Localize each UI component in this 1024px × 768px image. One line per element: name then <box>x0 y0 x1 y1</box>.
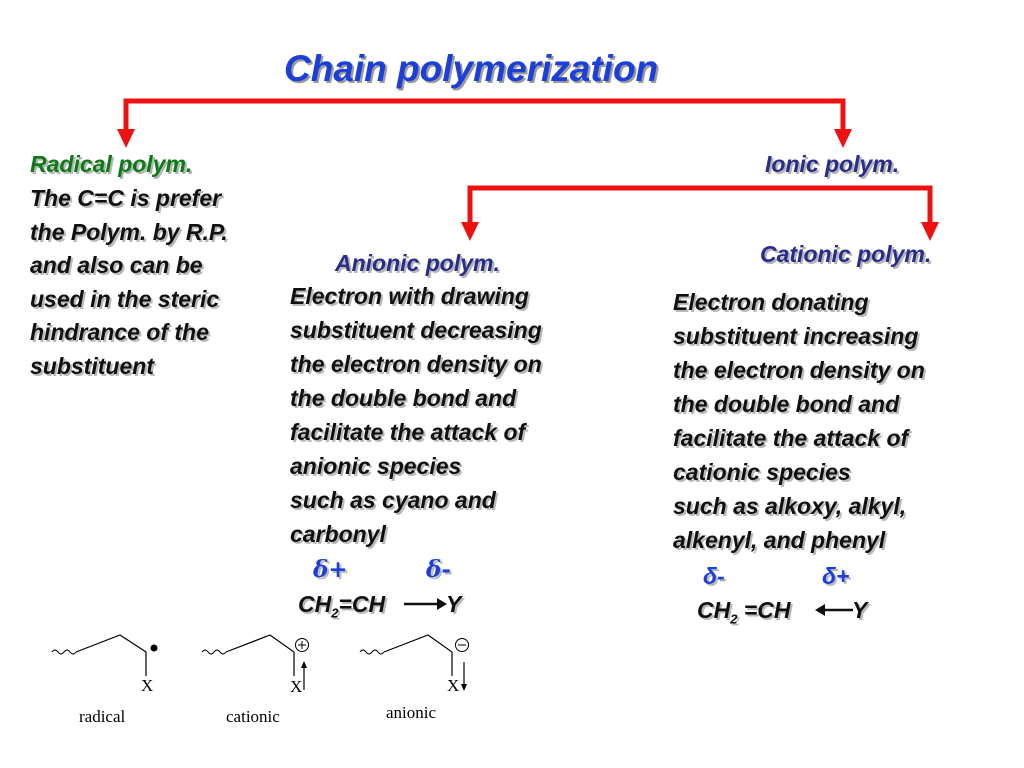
arrow-to-radical <box>117 129 135 148</box>
cationic-line: Electron donating <box>673 289 869 315</box>
anionic-line: such as cyano and <box>290 487 496 513</box>
page-title: Chain polymerization <box>284 48 659 89</box>
anionic-description <box>290 279 542 551</box>
ionic-connector-line <box>470 188 930 224</box>
anionic-polarization-arrow <box>404 594 448 614</box>
cationic-line: cationic species <box>673 459 851 485</box>
radical-line: The C=C is prefer <box>30 185 222 211</box>
anionic-substituent: X <box>447 676 460 695</box>
anionic-delta-minus: δ- <box>426 556 451 583</box>
formula-subscript: 2 <box>730 611 738 627</box>
cationic-delta-plus: δ+ <box>822 563 850 589</box>
radical-label: radical <box>79 707 126 726</box>
arrow-to-cationic <box>921 222 939 241</box>
arrow-to-anionic <box>461 222 479 241</box>
formula-ch: CH <box>298 591 332 617</box>
cationic-line: the double bond and <box>673 391 900 417</box>
radical-line: substituent <box>30 352 154 379</box>
formula-rest: =CH <box>737 597 791 623</box>
cationic-line: facilitate the attack of <box>673 425 909 451</box>
cationic-line: the electron density on <box>673 357 925 383</box>
ionic-polym-heading: Ionic polym. <box>765 151 900 177</box>
anionic-line: facilitate the attack of <box>290 419 526 445</box>
cationic-description <box>673 285 925 557</box>
radical-polym-heading: Radical polym. <box>30 151 193 177</box>
anionic-polym-heading: Anionic polym. <box>335 250 500 276</box>
anionic-label: anionic <box>386 703 437 722</box>
formula-subscript: 2 <box>331 605 339 621</box>
cationic-substituent: X <box>290 677 303 696</box>
radical-line: hindrance of the <box>30 319 209 345</box>
cationic-line: alkenyl, and phenyl <box>673 527 886 553</box>
top-connector-line <box>126 101 843 131</box>
cationic-line: substituent increasing <box>673 323 919 349</box>
radical-dot-icon <box>151 645 158 652</box>
anionic-line: carbonyl <box>290 521 386 547</box>
arrow-to-ionic <box>834 129 852 148</box>
anionic-line: the double bond and <box>290 385 517 411</box>
radical-structure <box>50 630 180 700</box>
cationic-structure <box>200 630 330 700</box>
cationic-delta-minus: δ- <box>703 563 725 589</box>
anionic-line: anionic species <box>290 453 462 479</box>
anionic-delta-plus: δ+ <box>313 556 348 583</box>
cationic-formula-y: Y <box>852 597 868 623</box>
cationic-polarization-arrow <box>815 600 853 620</box>
anionic-formula-y: Y <box>446 591 462 617</box>
radical-line: and also can be <box>30 252 203 278</box>
cationic-formula <box>697 597 791 627</box>
radical-substituent: X <box>141 676 154 695</box>
formula-ch: CH <box>697 597 731 623</box>
cationic-label: cationic <box>226 707 280 726</box>
anionic-line: substituent decreasing <box>290 317 542 343</box>
anionic-structure <box>358 630 488 700</box>
radical-line: the Polym. by R.P. <box>30 218 228 245</box>
formula-rest: =CH <box>338 591 386 617</box>
radical-description <box>30 182 228 383</box>
cationic-polym-heading: Cationic polym. <box>760 241 932 267</box>
anionic-line: Electron with drawing <box>290 283 529 309</box>
cationic-line: such as alkoxy, alkyl, <box>673 493 907 519</box>
anionic-formula <box>298 591 385 621</box>
anionic-line: the electron density on <box>290 351 542 377</box>
radical-line: used in the steric <box>30 285 220 312</box>
